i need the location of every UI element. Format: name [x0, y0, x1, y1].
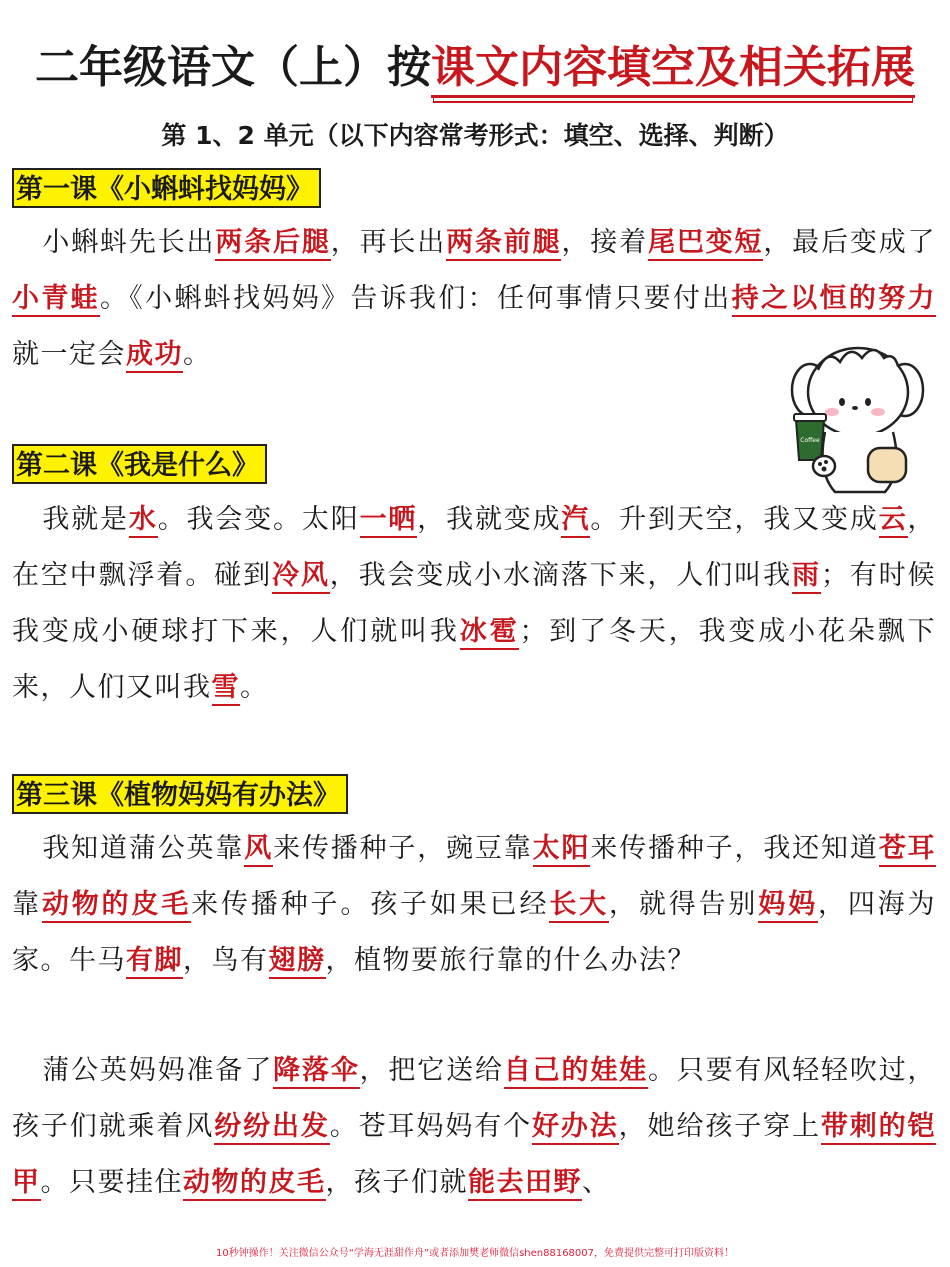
answer-blank: 两条前腿	[446, 227, 561, 261]
answer-blank: 风	[244, 833, 273, 867]
paragraph-text: 来传播种子，豌豆靠	[273, 833, 533, 864]
paragraph-text: 。只要挂住	[40, 1167, 183, 1198]
paragraph-text: 小蝌蚪先长出	[42, 227, 216, 258]
answer-blank: 一晒	[360, 504, 418, 538]
paragraph-text: ；到了冬天，我变成小花朵飘下来，人们又叫我	[12, 616, 937, 703]
paragraph-text: 。我会变。太阳	[157, 504, 360, 535]
answer-blank: 冷风	[272, 560, 330, 594]
paragraph-text: 。只要有风轻轻吹过，孩子们就乘着风	[12, 1055, 937, 1142]
answer-blank: 动物的皮毛	[42, 889, 191, 923]
paragraph-text: 。《小蝌蚪找妈妈》告诉我们：任何事情只要付出	[99, 283, 732, 314]
paragraph-text: 。升到天空，我又变成	[590, 504, 879, 535]
paragraph-text: 。苍耳妈妈有个	[329, 1111, 532, 1142]
answer-blank: 长大	[549, 889, 609, 923]
paragraph-text: ，我就变成	[417, 504, 562, 535]
lesson-3-paragraph-1	[12, 821, 936, 989]
answer-blank: 苍耳	[879, 833, 936, 867]
lesson-1-heading: 第一课《小蝌蚪找妈妈》	[12, 168, 321, 208]
paragraph-text: ，在空中飘浮着。碰到	[12, 504, 937, 591]
answer-blank: 降落伞	[273, 1055, 360, 1089]
puppy-coffee-illustration	[790, 340, 925, 500]
answer-blank: 雪	[212, 672, 241, 706]
paragraph-text: ，植物要旅行靠的什么办法？	[325, 945, 696, 976]
paragraph-text: ，把它送给	[359, 1055, 504, 1086]
answer-blank: 水	[129, 504, 158, 538]
paragraph-text: ，四海为家。牛马	[12, 889, 937, 976]
paragraph-text: 。	[183, 339, 212, 370]
page-subtitle: 第 1、2 单元（以下内容常考形式：填空、选择、判断）	[161, 121, 789, 150]
paragraph-text: 来传播种子。孩子如果已经	[191, 889, 550, 920]
paragraph-text: ，再长出	[330, 227, 447, 258]
lesson-3-paragraph-2	[12, 1043, 936, 1211]
paragraph-text: 我就是	[42, 504, 129, 535]
page-title-black: 二年级语文（上）按	[35, 42, 431, 93]
footer-note: 10秒钟操作！关注微信公众号“学海无涯甜作舟”或者添加樊老师微信shen88168007，免费提供完整可打印版资料！	[215, 1248, 735, 1259]
answer-blank: 成功	[126, 339, 183, 373]
cup-label: Coffee	[800, 437, 820, 444]
answer-blank: 带刺的铠甲	[12, 1111, 936, 1201]
paragraph-text: 。	[240, 672, 269, 703]
page-title-red: 课文内容填空及相关拓展	[431, 42, 915, 98]
paragraph-text: 我知道蒲公英靠	[42, 833, 245, 864]
answer-blank: 妈妈	[758, 889, 818, 923]
paragraph-text: ，就得告别	[609, 889, 759, 920]
answer-blank: 好办法	[532, 1111, 619, 1145]
paragraph-text: 来传播种子，我还知道	[590, 833, 879, 864]
paragraph-text: ，最后变成了	[763, 227, 937, 258]
paragraph-text: 靠	[12, 889, 42, 920]
answer-blank: 翅膀	[269, 945, 326, 979]
answer-blank: 汽	[561, 504, 590, 538]
paragraph-text: 、	[582, 1167, 611, 1198]
lesson-2-heading: 第二课《我是什么》	[12, 444, 267, 484]
paragraph-text: ，孩子们就	[325, 1167, 468, 1198]
answer-blank: 自己的娃娃	[504, 1055, 648, 1089]
answer-blank: 冰雹	[460, 616, 520, 650]
answer-blank: 持之以恒的努力	[732, 283, 936, 317]
lesson-2-paragraph-1	[12, 492, 936, 716]
answer-blank: 云	[879, 504, 908, 538]
page-title	[0, 38, 950, 98]
paragraph-text: 就一定会	[12, 339, 126, 370]
answer-blank: 雨	[792, 560, 821, 594]
answer-blank: 有脚	[126, 945, 183, 979]
lesson-3-heading: 第三课《植物妈妈有办法》	[12, 774, 348, 814]
answer-blank: 能去田野	[468, 1167, 582, 1201]
answer-blank: 两条后腿	[215, 227, 330, 261]
answer-blank: 小青蛙	[12, 283, 100, 317]
paragraph-text: ，接着	[561, 227, 648, 258]
paragraph-text: 蒲公英妈妈准备了	[42, 1055, 274, 1086]
answer-blank: 太阳	[533, 833, 591, 867]
answer-blank: 动物的皮毛	[183, 1167, 326, 1201]
paragraph-text: ，她给孩子穿上	[618, 1111, 821, 1142]
paragraph-text: ；有时候我变成小硬球打下来，人们就叫我	[12, 560, 937, 647]
paragraph-text: ，我会变成小水滴落下来，人们叫我	[329, 560, 792, 591]
answer-blank: 尾巴变短	[648, 227, 763, 261]
answer-blank: 纷纷出发	[214, 1111, 330, 1145]
paragraph-text: ，鸟有	[183, 945, 269, 976]
